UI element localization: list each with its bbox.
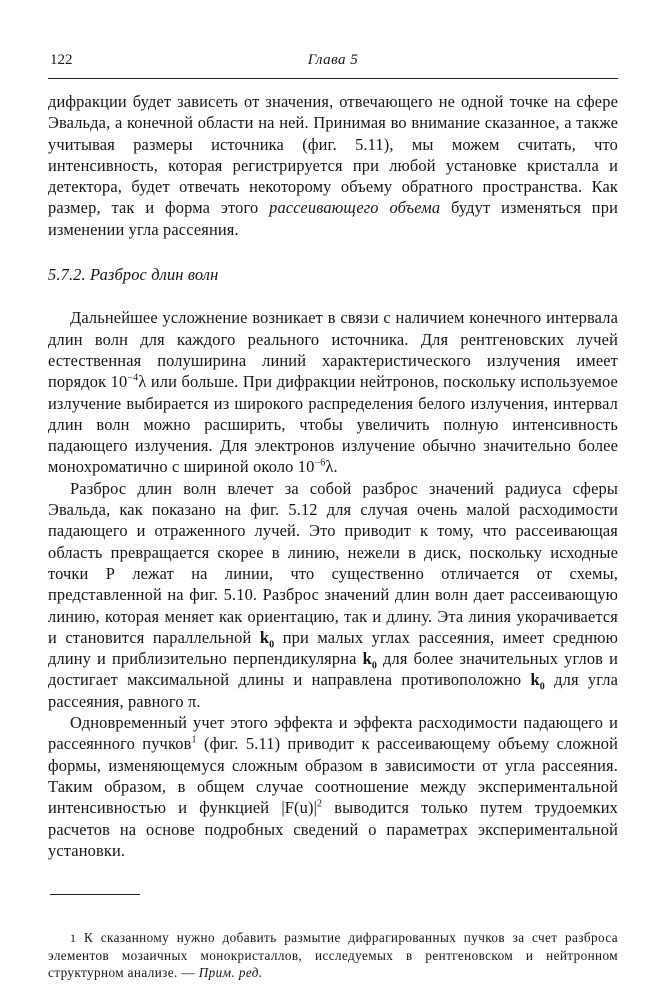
- p3-sup: 2: [317, 798, 323, 810]
- p3-text-b: (фиг. 5.11) приводит к рассеивающему объему сложной формы, изменяющемуся сложным образом в зависимости от угла рассеяния. Таким образом, в общем случае соотношение между экспериментальной интенсивностью и функцией |F(u)|: [48, 734, 619, 818]
- footnote: [48, 929, 618, 981]
- vector-k-sub: 0: [539, 681, 545, 693]
- page-number: 122: [50, 52, 73, 68]
- footnote-editor: Прим. ред.: [198, 965, 263, 980]
- intro-term: рассеивающего объема: [269, 198, 441, 218]
- p3-text-a: Одновременный учет этого эффекта и эффекта расходимости падающего и рассеянного пучков: [48, 713, 618, 754]
- footnote-ref: 1: [191, 734, 197, 746]
- p1-text-c: λ.: [325, 457, 338, 477]
- footnote-text: К сказанному нужно добавить размытие дифрагированных пучков за счет разброса элементов мозаичных монокристаллов, исследуемых в рентгеновском и нейтронном структурном анализе. —: [48, 930, 618, 980]
- p2-text-a: Разброс длин волн влечет за собой разброс значений радиуса сферы Эвальда, как показано на фиг. 5.12 для случая очень малой расходимости падающего и отраженного лучей. Это приводит к тому, что рассеивающая область превращается скорее в линию, нежели в диск, поскольку исходные точки Р лежат на линии, что существенно отличается от схемы, представленной на фиг. 5.10. Разброс значений длин волн дает рассеивающую линию, которая меняет как ориентацию, так и длину. Эта линия укорачивается и становится параллельной: [48, 478, 618, 647]
- vector-k-letter: k: [362, 649, 372, 669]
- p1-text-b: λ или больше. При дифракции нейтронов, поскольку используемое излучение выбирается из широкого распределения белого излучения, интервал длин волн можно расширить, чтобы увеличить полную интенсивность падающего излучения. Для электронов излучение обычно значительно более монохроматично с шириной около 10: [48, 372, 618, 477]
- chapter-title: Глава 5: [307, 52, 359, 68]
- p2-text-d: для угла рассеяния, равного π.: [48, 670, 619, 711]
- running-header: [48, 40, 618, 68]
- footnote-mark: 1: [70, 931, 77, 945]
- p2-text-b: при малых углах рассеяния, имеет среднюю длину и приблизительно перпендикулярна: [48, 627, 618, 669]
- vector-k-sub: 0: [269, 639, 275, 651]
- p1-text-a: Дальнейшее усложнение возникает в связи с наличием конечного интервала длин волн для каждого реального источника. Для рентгеновских лучей естественная полуширина линий характеристического излучения имеет порядок 10: [48, 308, 618, 392]
- vector-k-letter: k: [259, 627, 270, 647]
- p1-sup-2: −6: [314, 457, 326, 469]
- vector-k0-2: [362, 649, 378, 672]
- header-rule: [48, 78, 618, 79]
- vector-k0-3: [530, 670, 545, 693]
- intro-text: дифракции будет зависеть от значения, отвечающего не одной точке на сфере Эвальда, а конечной области на ней. Принимая во внимание сказанное, а также учитывая размеры источника (фиг. 5.11), мы можем считать, что интенсивность, которая регистрируется при любой установке кристалла и детектора, будет отвечать некоторому объему обратного пространства. Как размер, так и форма этого: [48, 92, 618, 218]
- book-page: [48, 40, 618, 990]
- footnote-rule: [50, 894, 140, 895]
- paragraph-1: [48, 307, 618, 477]
- intro-paragraph: [48, 91, 618, 240]
- page-body: [48, 91, 618, 861]
- intro-end: будут изменяться при изменении угла рассеяния.: [48, 198, 618, 239]
- section-heading: 5.7.2. Разброс длин волн: [48, 265, 219, 285]
- paragraph-2: [48, 478, 618, 712]
- vector-k-letter: k: [530, 670, 540, 690]
- p3-text-c: выводится только путем трудоемких расчетов на основе подробных сведений о параметрах экспериментальной установки.: [48, 798, 618, 860]
- p2-text-c: для более значительных углов и достигает максимальной длины и направлена противоположно: [48, 649, 619, 690]
- p1-sup-1: −4: [127, 372, 139, 384]
- vector-k0-1: [259, 627, 275, 651]
- paragraph-3: [48, 712, 618, 861]
- vector-k-sub: 0: [371, 660, 378, 672]
